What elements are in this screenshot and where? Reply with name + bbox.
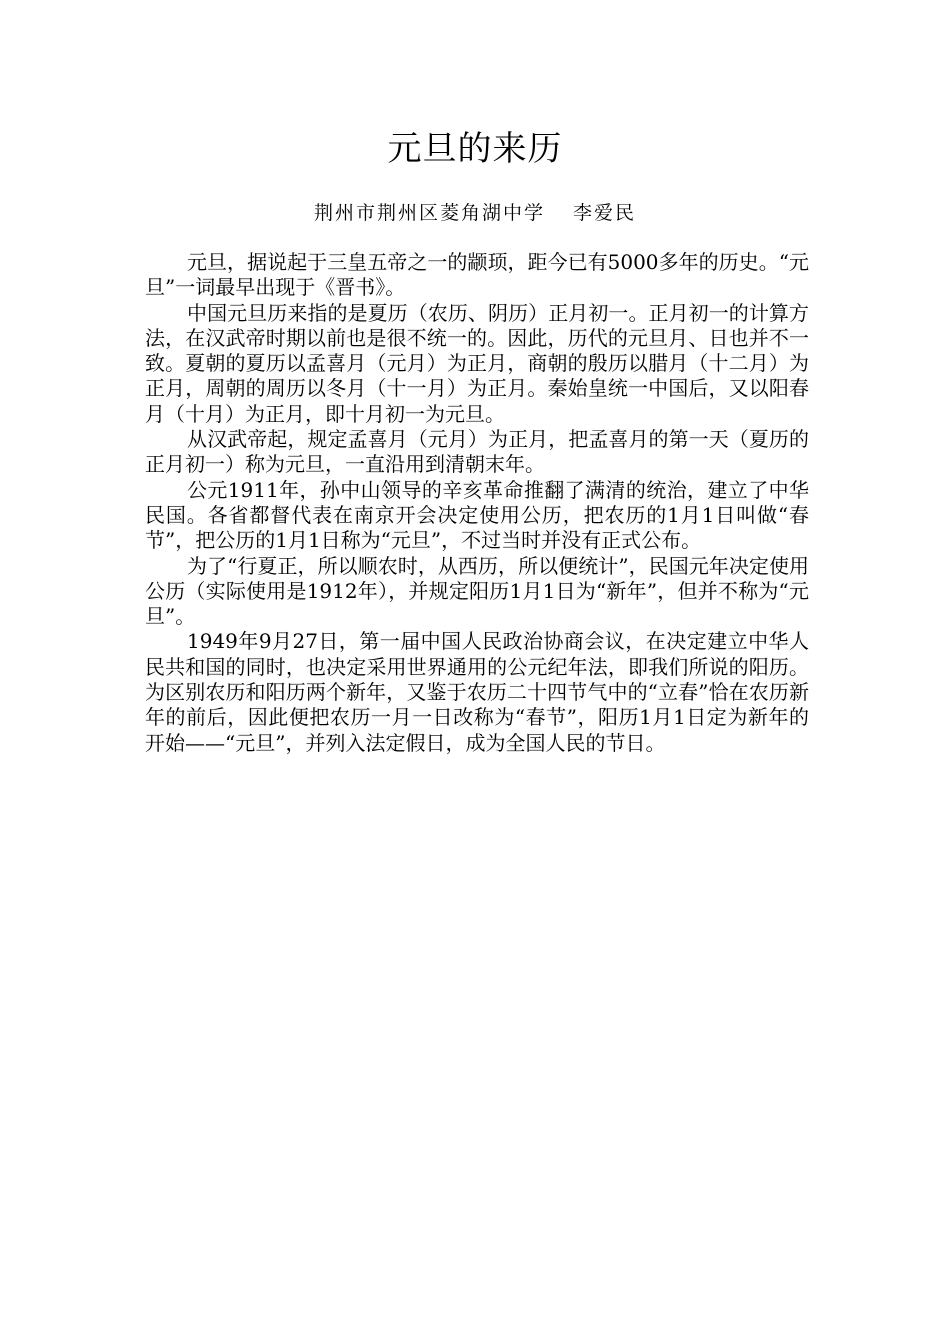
article-body	[145, 250, 809, 756]
paragraph-2: 中国元旦历来指的是夏历（农历、阴历）正月初一。正月初一的计算方法，在汉武帝时期以前也是很不统一的。因此，历代的元旦月、日也并不一致。夏朝的夏历以孟喜月（元月）为正月，商朝的殷历以腊月（十二月）为正月，周朝的周历以冬月（十一月）为正月。秦始皇统一中国后，又以阳春月（十月）为正月，即十月初一为元旦。	[145, 300, 809, 426]
paragraph-3: 从汉武帝起，规定孟喜月（元月）为正月，把孟喜月的第一天（夏历的正月初一）称为元旦，一直沿用到清朝末年。	[145, 427, 809, 477]
paragraph-5: 为了“行夏正，所以顺农时，从西历，所以便统计”，民国元年决定使用公历（实际使用是1912年），并规定阳历1月1日为“新年”，但并不称为“元旦”。	[145, 553, 809, 629]
document-title: 元旦的来历	[387, 129, 563, 169]
paragraph-4: 公元1911年，孙中山领导的辛亥革命推翻了满清的统治，建立了中华民国。各省都督代表在南京开会决定使用公历，把农历的1月1日叫做“春节”，把公历的1月1日称为“元旦”，不过当时并没有正式公布。	[145, 477, 809, 553]
byline	[0, 200, 950, 226]
paragraph-6: 1949年9月27日，第一届中国人民政治协商会议，在决定建立中华人民共和国的同时，也决定采用世界通用的公元纪年法，即我们所说的阳历。 为区别农历和阳历两个新年，又鉴于农历二十四节气中的“立春”恰在农历新年的前后，因此便把农历一月一日改称为“春节”，阳历1月1日定为新年的开始——“元旦”，并列入法定假日，成为全国人民的节日。	[145, 629, 809, 755]
author-name: 李爱民	[573, 202, 637, 224]
paragraph-1: 元旦，据说起于三皇五帝之一的颛顼，距今已有5000多年的历史。“元旦”一词最早出现于《晋书》。	[145, 250, 809, 300]
author-school: 荆州市荆州区菱角湖中学	[313, 202, 545, 224]
